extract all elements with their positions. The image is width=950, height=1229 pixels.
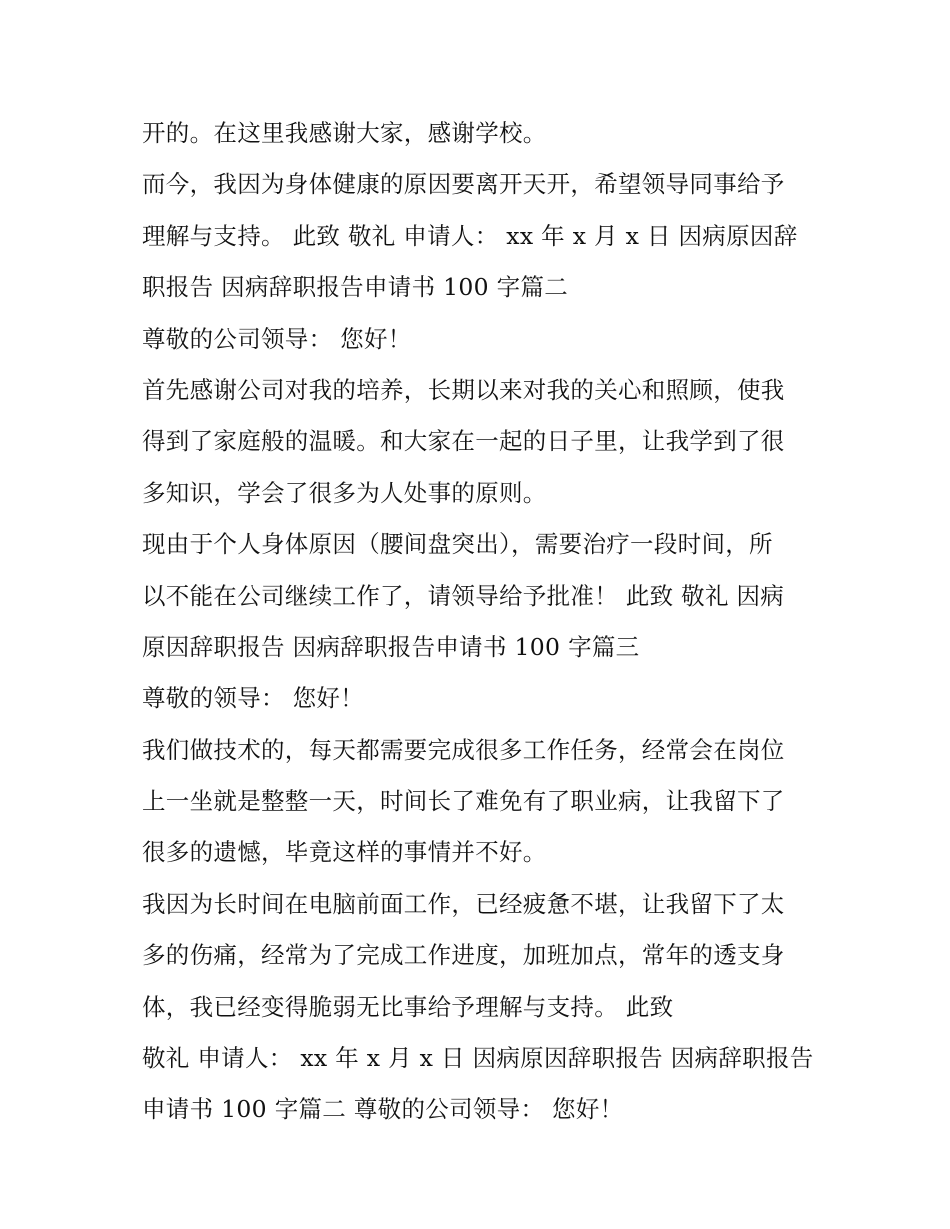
- text-line: 我们做技术的，每天都需要完成很多工作任务，经常会在岗位: [142, 735, 785, 764]
- text-line: 多知识，学会了很多为人处事的原则。: [142, 478, 547, 507]
- text-line: 尊敬的领导： 您好！: [142, 684, 364, 713]
- text-line: 上一坐就是整整一天，时间长了难免有了职业病，让我留下了: [142, 787, 785, 816]
- text-line: 很多的遗憾，毕竟这样的事情并不好。: [142, 838, 547, 867]
- text-line: 我因为长时间在电脑前面工作，已经疲惫不堪，让我留下了太: [142, 889, 785, 918]
- text-line: 理解与支持。 此致 敬礼 申请人： xx 年 x 月 x 日 因病原因辞: [142, 221, 798, 250]
- text-line: 多的伤痛，经常为了完成工作进度，加班加点，常年的透支身: [142, 941, 785, 970]
- text-line: 尊敬的公司领导： 您好！: [142, 324, 412, 353]
- text-line: 体，我已经变得脆弱无比事给予理解与支持。 此致: [142, 992, 674, 1021]
- text-line: 以不能在公司继续工作了，请领导给予批准！ 此致 敬礼 因病: [142, 581, 785, 610]
- document-body: [142, 108, 832, 1136]
- text-line: 原因辞职报告 因病辞职报告申请书 100 字篇三: [142, 632, 640, 661]
- text-line: 申请书 100 字篇二 尊敬的公司领导： 您好！: [142, 1095, 624, 1124]
- text-line: 现由于个人身体原因（腰间盘突出），需要治疗一段时间，所: [142, 530, 773, 559]
- text-line: 而今，我因为身体健康的原因要离开天开，希望领导同事给予: [142, 170, 785, 199]
- text-line: 首先感谢公司对我的培养，长期以来对我的关心和照顾，使我: [142, 375, 785, 404]
- text-line: 开的。在这里我感谢大家，感谢学校。: [142, 119, 547, 147]
- text-line: 职报告 因病辞职报告申请书 100 字篇二: [142, 273, 569, 302]
- text-line: 敬礼 申请人： xx 年 x 月 x 日 因病原因辞职报告 因病辞职报告: [142, 1044, 814, 1073]
- text-line: 得到了家庭般的温暖。和大家在一起的日子里，让我学到了很: [142, 427, 785, 456]
